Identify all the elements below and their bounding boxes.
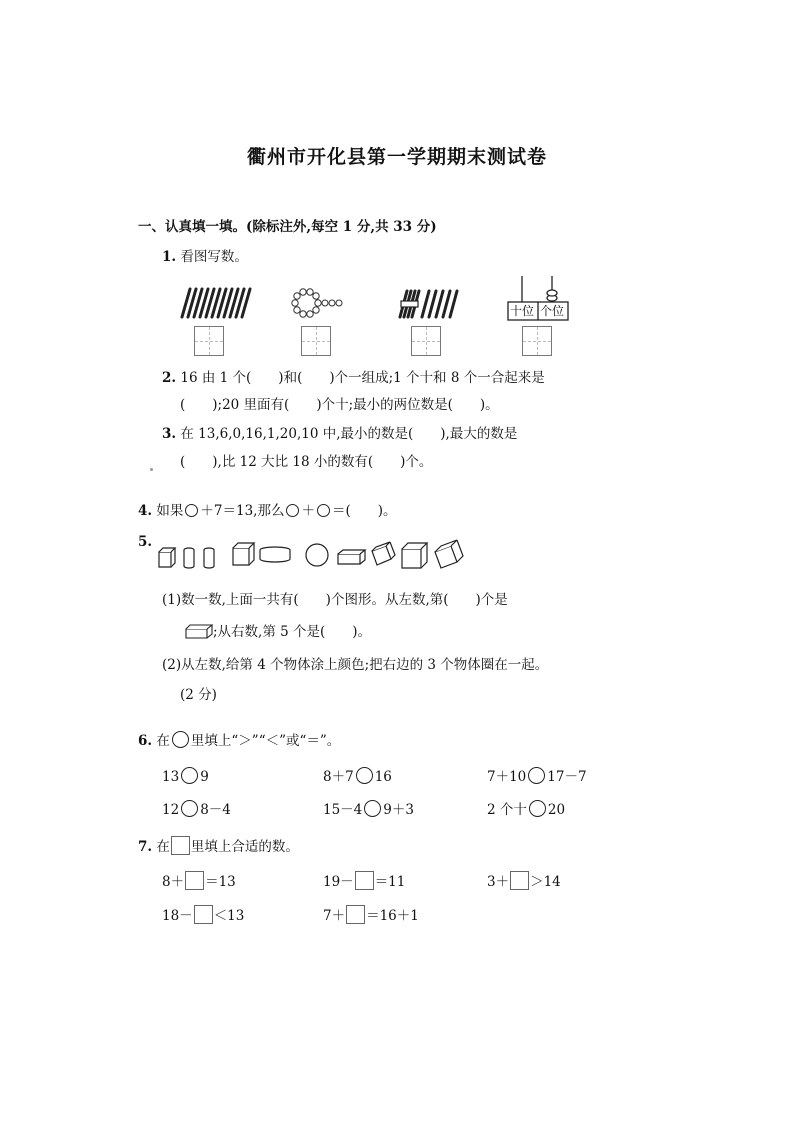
circle-icon [286, 504, 299, 517]
sticks-illustration [178, 286, 258, 320]
fill-left: 3＋ [487, 874, 510, 890]
question-2-line-2: ( );20 里面有( )个十;最小的两位数是( )。 [180, 397, 499, 413]
compare-left: 13 [162, 769, 180, 785]
compare-item [487, 767, 587, 786]
question-text: ＋7＝13,那么 [200, 503, 285, 519]
compare-left: 7＋10 [487, 769, 527, 785]
fill-item [162, 871, 236, 891]
answer-circle[interactable] [181, 767, 198, 784]
answer-grid[interactable] [301, 326, 331, 356]
fill-left: 8＋ [162, 874, 185, 890]
fill-item [487, 871, 561, 891]
fill-left: 19－ [323, 874, 354, 890]
answer-grid[interactable] [411, 326, 441, 356]
fill-right: ＝11 [374, 874, 406, 890]
fill-right: ＝16＋1 [366, 908, 419, 924]
question-text: 如果 [156, 503, 184, 519]
circle-icon [185, 504, 198, 517]
question-5-part-2-line-1: (2)从左数,给第 4 个物体涂上颜色;把右边的 3 个物体圈在一起。 [162, 657, 549, 673]
compare-right: 20 [547, 802, 566, 818]
question-text: 里填上“＞”“＜”或“＝”。 [190, 733, 341, 749]
compare-left: 15－4 [323, 802, 363, 818]
question-number: 5. [138, 534, 153, 550]
fill-item [323, 905, 419, 925]
compare-left: 8＋7 [323, 769, 354, 785]
question-2-line-1 [162, 369, 545, 387]
question-3-line-2: ( ),比 12 大比 18 小的数有( )个。 [180, 454, 433, 470]
abacus-tens-label: 十位 [509, 304, 534, 318]
compare-item [323, 800, 414, 819]
compare-item [162, 767, 209, 786]
square-icon [171, 836, 190, 855]
question-5-part-1-line-2 [185, 623, 371, 641]
fill-left: 7＋ [323, 908, 346, 924]
answer-circle[interactable] [356, 767, 373, 784]
answer-circle[interactable] [528, 767, 545, 784]
fill-right: ＝13 [205, 874, 236, 890]
answer-box[interactable] [346, 905, 365, 924]
answer-box[interactable] [510, 871, 529, 890]
question-4 [138, 502, 397, 520]
answer-box[interactable] [194, 905, 213, 924]
answer-box[interactable] [355, 871, 374, 890]
answer-circle[interactable] [364, 800, 381, 817]
question-text: 在 [156, 733, 170, 749]
question-text: ＝( )。 [331, 503, 397, 519]
fill-left: 18－ [162, 908, 193, 924]
solids-row-illustration [155, 538, 475, 572]
abacus-ones-label: 个位 [539, 304, 564, 318]
answer-circle[interactable] [181, 800, 198, 817]
question-text: 里填上合适的数。 [190, 839, 299, 855]
question-number: 2. [162, 370, 177, 386]
page-title: 衢州市开化县第一学期期末测试卷 [246, 146, 547, 168]
compare-left: 12 [162, 802, 180, 818]
fill-right: ＜13 [213, 908, 245, 924]
compare-right: 9 [200, 769, 209, 785]
compare-item [323, 767, 392, 786]
answer-box[interactable] [185, 871, 204, 890]
answer-grid[interactable] [194, 326, 224, 356]
question-5-part-2-line-2: (2 分) [180, 687, 217, 703]
compare-item [487, 800, 565, 819]
scan-speck [150, 468, 153, 471]
answer-grid[interactable] [522, 326, 552, 356]
section-heading: 一、认真填一填。(除标注外,每空 1 分,共 33 分) [138, 219, 437, 235]
question-number: 7. [138, 839, 153, 855]
question-6 [138, 731, 340, 750]
answer-circle[interactable] [529, 800, 546, 817]
circle-icon [317, 504, 330, 517]
question-3-line-1 [162, 425, 517, 443]
compare-right: 16 [374, 769, 392, 785]
beads-illustration [287, 288, 343, 318]
question-7 [138, 836, 299, 856]
flat-cuboid-icon [185, 624, 213, 639]
question-text: ;从右数,第 5 个是( )。 [213, 624, 372, 640]
compare-right: 8－4 [200, 802, 231, 818]
compare-right: 9＋3 [383, 802, 414, 818]
compare-right: 17－7 [547, 769, 587, 785]
fill-item [162, 905, 244, 925]
question-1 [162, 248, 248, 266]
question-text: 在 [156, 839, 170, 855]
question-number: 3. [162, 426, 177, 442]
question-5-part-1-line-1: (1)数一数,上面一共有( )个图形。从左数,第( )个是 [162, 592, 508, 608]
circle-icon [172, 731, 189, 748]
question-number: 1. [162, 249, 177, 265]
question-number: 4. [138, 503, 153, 519]
fill-right: ＞14 [530, 874, 561, 890]
bundle-sticks-illustration [396, 288, 460, 320]
question-number: 6. [138, 733, 153, 749]
question-text: 看图写数。 [180, 249, 248, 265]
compare-item [162, 800, 231, 819]
question-text: 在 13,6,0,16,1,20,10 中,最小的数是( ),最大的数是 [180, 426, 518, 442]
fill-item [323, 871, 405, 891]
question-text: ＋ [301, 503, 315, 519]
question-text: 16 由 1 个( )和( )个一组成;1 个十和 8 个一合起来是 [180, 370, 545, 386]
compare-left: 2 个十 [487, 802, 527, 818]
